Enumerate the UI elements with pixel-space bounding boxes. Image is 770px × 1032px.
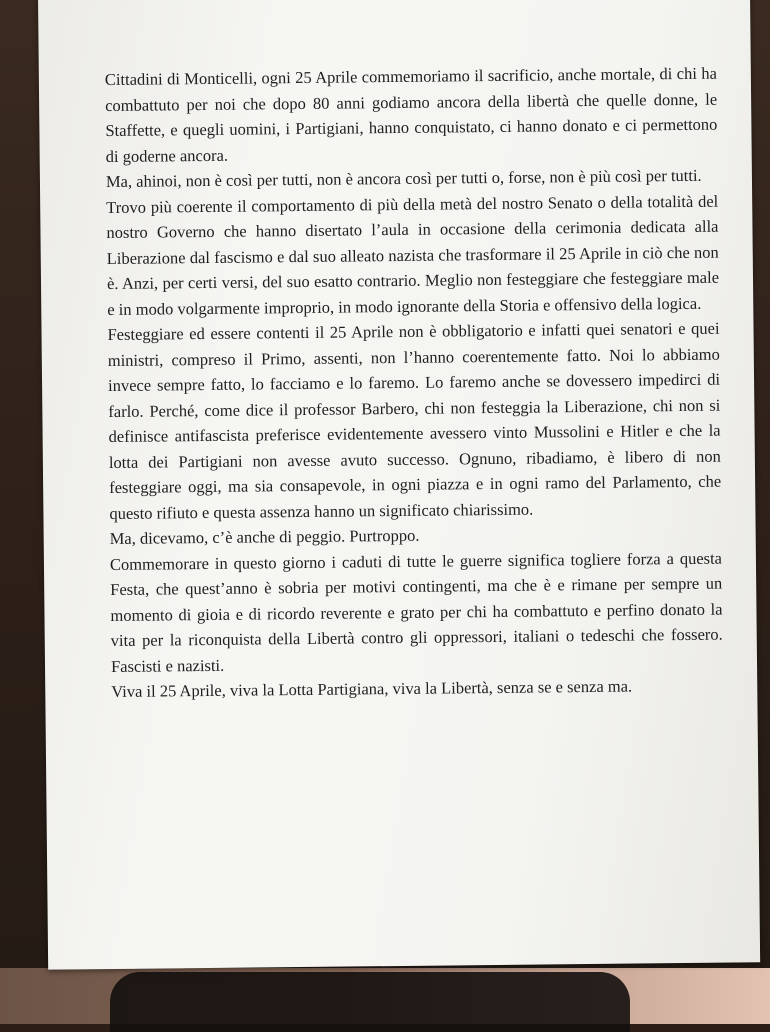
paragraph-6: Commemorare in questo giorno i caduti di tutte le guerre significa togliere forza a questa Festa, che quest’anno è sobria per motivi contingenti, ma che è e rimane per sempre un momento di gioia e di ricordo reverente e grato per chi ha combattuto e perfino donato la vita per la riconquista della Libertà contro gli oppressori, italiani o tedeschi che fossero. Fascisti e nazisti. <box>109 548 723 676</box>
document-body <box>105 61 724 705</box>
paragraph-3: Trovo più coerente il comportamento di più della metà del nostro Senato o della totalità del nostro Governo che hanno disertato l’aula in occasione della cerimonia dedicata alla Liberazione dal fascismo e dal suo alleato nazista che trasformare il 25 Aprile in ciò che non è. Anzi, per certi versi, del suo esatto contrario. Meglio non festeggiare che festeggiare male e in modo volgarmente improprio, in modo ignorante della Storia e offensivo della logica. <box>106 191 720 319</box>
paragraph-5: Ma, dicevamo, c’è anche di peggio. Purtroppo. <box>109 525 420 549</box>
paragraph-7: Viva il 25 Aprile, viva la Lotta Partigiana, viva la Libertà, senza se e senza ma. <box>111 676 633 701</box>
paragraph-1: Cittadini di Monticelli, ogni 25 Aprile commemoriamo il sacrificio, anche mortale, di chi ha combattuto per noi che dopo 80 anni godiamo ancora della libertà che quelle donne, le Staffette, e quegli uomini, i Partigiani, hanno conquistato, ci hanno donato e ci permettono di goderne ancora. <box>104 63 718 166</box>
printed-sheet <box>38 0 760 970</box>
dark-object-shadow <box>110 972 630 1032</box>
paragraph-4: Festeggiare ed essere contenti il 25 Aprile non è obbligatorio e infatti quei senatori e quei ministri, compreso il Primo, assenti, non l’hanno coerentemente fatto. Noi lo abbiamo invece sempre fatto, lo facciamo e lo faremo. Lo faremo anche se dovessero impedirci di farlo. Perché, come dice il professor Barbero, chi non festeggia la Liberazione, chi non si definisce antifascista preferisce evidentemente avessero vinto Mussolini e Hitler e che la lotta dei Partigiani non avesse avuto successo. Ognuno, ribadiamo, è libero di non festeggiare oggi, ma sia consapevole, in ogni piazza e in ogni ramo del Parlamento, che questo rifiuto e questa assenza hanno un significato chiarissimo. <box>107 318 722 523</box>
paragraph-2: Ma, ahinoi, non è così per tutti, non è ancora così per tutti o, forse, non è più così per tutti. <box>105 165 702 192</box>
